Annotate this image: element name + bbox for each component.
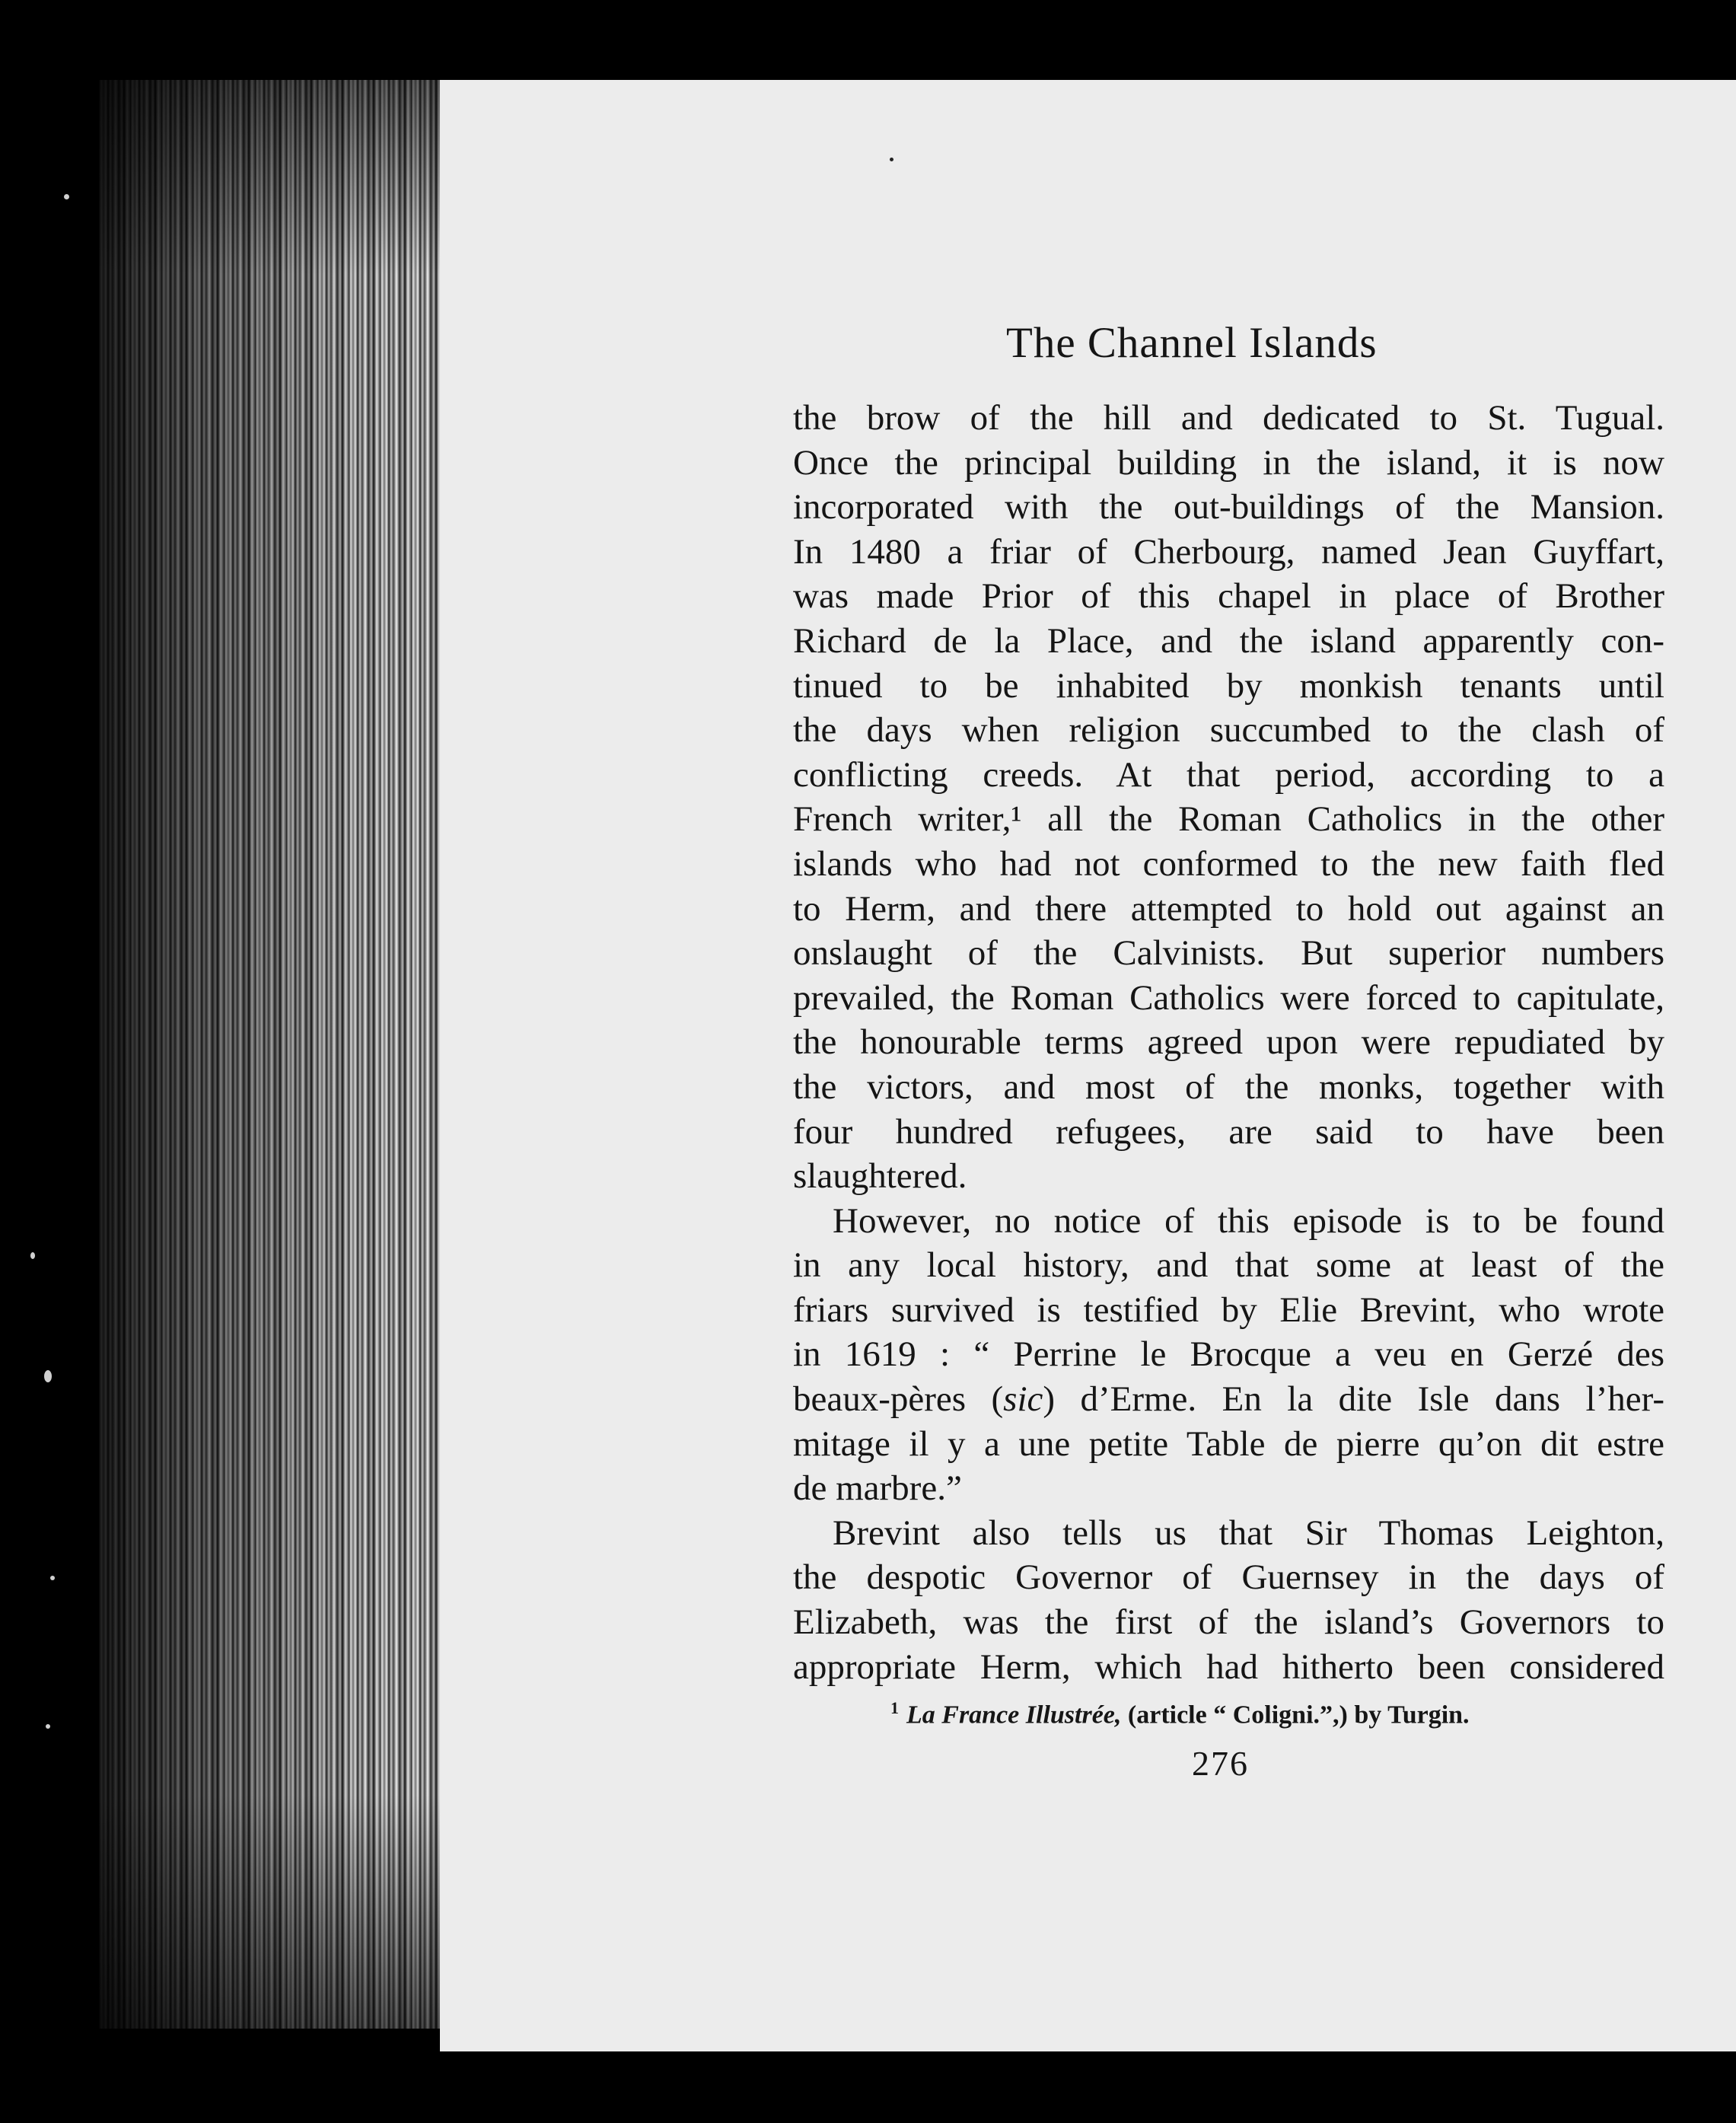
text-line: the honourable terms agreed upon were repudiated by <box>793 1022 1664 1063</box>
dust-speck <box>30 1252 35 1259</box>
page-number: 276 <box>1192 1744 1249 1783</box>
footnote <box>890 1698 1560 1729</box>
text-line: beaux-pères (sic) d’Erme. En la dite Isle dans l’her- <box>793 1379 1664 1420</box>
paragraph-start-line: However, no notice of this episode is to be found <box>833 1200 1664 1241</box>
text-line: de marbre.” <box>793 1468 962 1509</box>
text-line: the brow of the hill and dedicated to St. Tugual. <box>793 398 1664 438</box>
text-line: French writer,¹ all the Roman Catholics in the other <box>793 799 1664 840</box>
text-line: the days when religion succumbed to the clash of <box>793 710 1664 751</box>
dust-speck <box>44 1370 52 1382</box>
text-line: was made Prior of this chapel in place of Brother <box>793 576 1664 617</box>
text-line: slaughtered. <box>793 1156 967 1197</box>
footnote-marker: 1 <box>890 1698 899 1717</box>
text-line: four hundred refugees, are said to have been <box>793 1111 1664 1152</box>
text-line: the despotic Governor of Guernsey in the days of <box>793 1557 1664 1598</box>
text-line: incorporated with the out-buildings of the Mansion. <box>793 487 1664 528</box>
text-line: prevailed, the Roman Catholics were forced to capitulate, <box>793 977 1664 1018</box>
text-line: conflicting creeds. At that period, according to a <box>793 754 1664 795</box>
text-line: appropriate Herm, which had hitherto been considered <box>793 1646 1664 1687</box>
text-line: mitage il y a une petite Table de pierre qu’on dit estre <box>793 1423 1664 1464</box>
dust-speck <box>46 1724 50 1729</box>
text-line: Once the principal building in the island, it is now <box>793 442 1664 483</box>
text-line: in 1619 : “ Perrine le Brocque a veu en Gerzé des <box>793 1334 1664 1375</box>
text-line: tinued to be inhabited by monkish tenants until <box>793 665 1664 706</box>
text-line: Richard de la Place, and the island apparently con- <box>793 620 1664 661</box>
text-line: In 1480 a friar of Cherbourg, named Jean Guyffart, <box>793 531 1664 572</box>
text-line: in any local history, and that some at least of the <box>793 1245 1664 1286</box>
body-text <box>793 396 1664 1689</box>
text-line: Elizabeth, was the first of the island’s Governors to <box>793 1602 1664 1643</box>
footnote-title: La France Illustrée, <box>906 1701 1122 1729</box>
text-line: onslaught of the Calvinists. But superior numbers <box>793 933 1664 974</box>
text-line: to Herm, and there attempted to hold out against an <box>793 888 1664 929</box>
running-head: The Channel Islands <box>1006 319 1378 367</box>
text-line: the victors, and most of the monks, together with <box>793 1066 1664 1107</box>
text-line: islands who had not conformed to the new faith fled <box>793 843 1664 884</box>
dust-speck <box>50 1576 55 1580</box>
dust-speck <box>64 194 69 199</box>
text-line: friars survived is testified by Elie Brevint, who wrote <box>793 1289 1664 1330</box>
footnote-text: (article “ Coligni.”,) by Turgin. <box>1121 1701 1470 1729</box>
page-edges <box>99 80 445 2029</box>
paragraph-start-line: Brevint also tells us that Sir Thomas Leighton, <box>833 1513 1664 1553</box>
print-mark <box>890 158 893 161</box>
